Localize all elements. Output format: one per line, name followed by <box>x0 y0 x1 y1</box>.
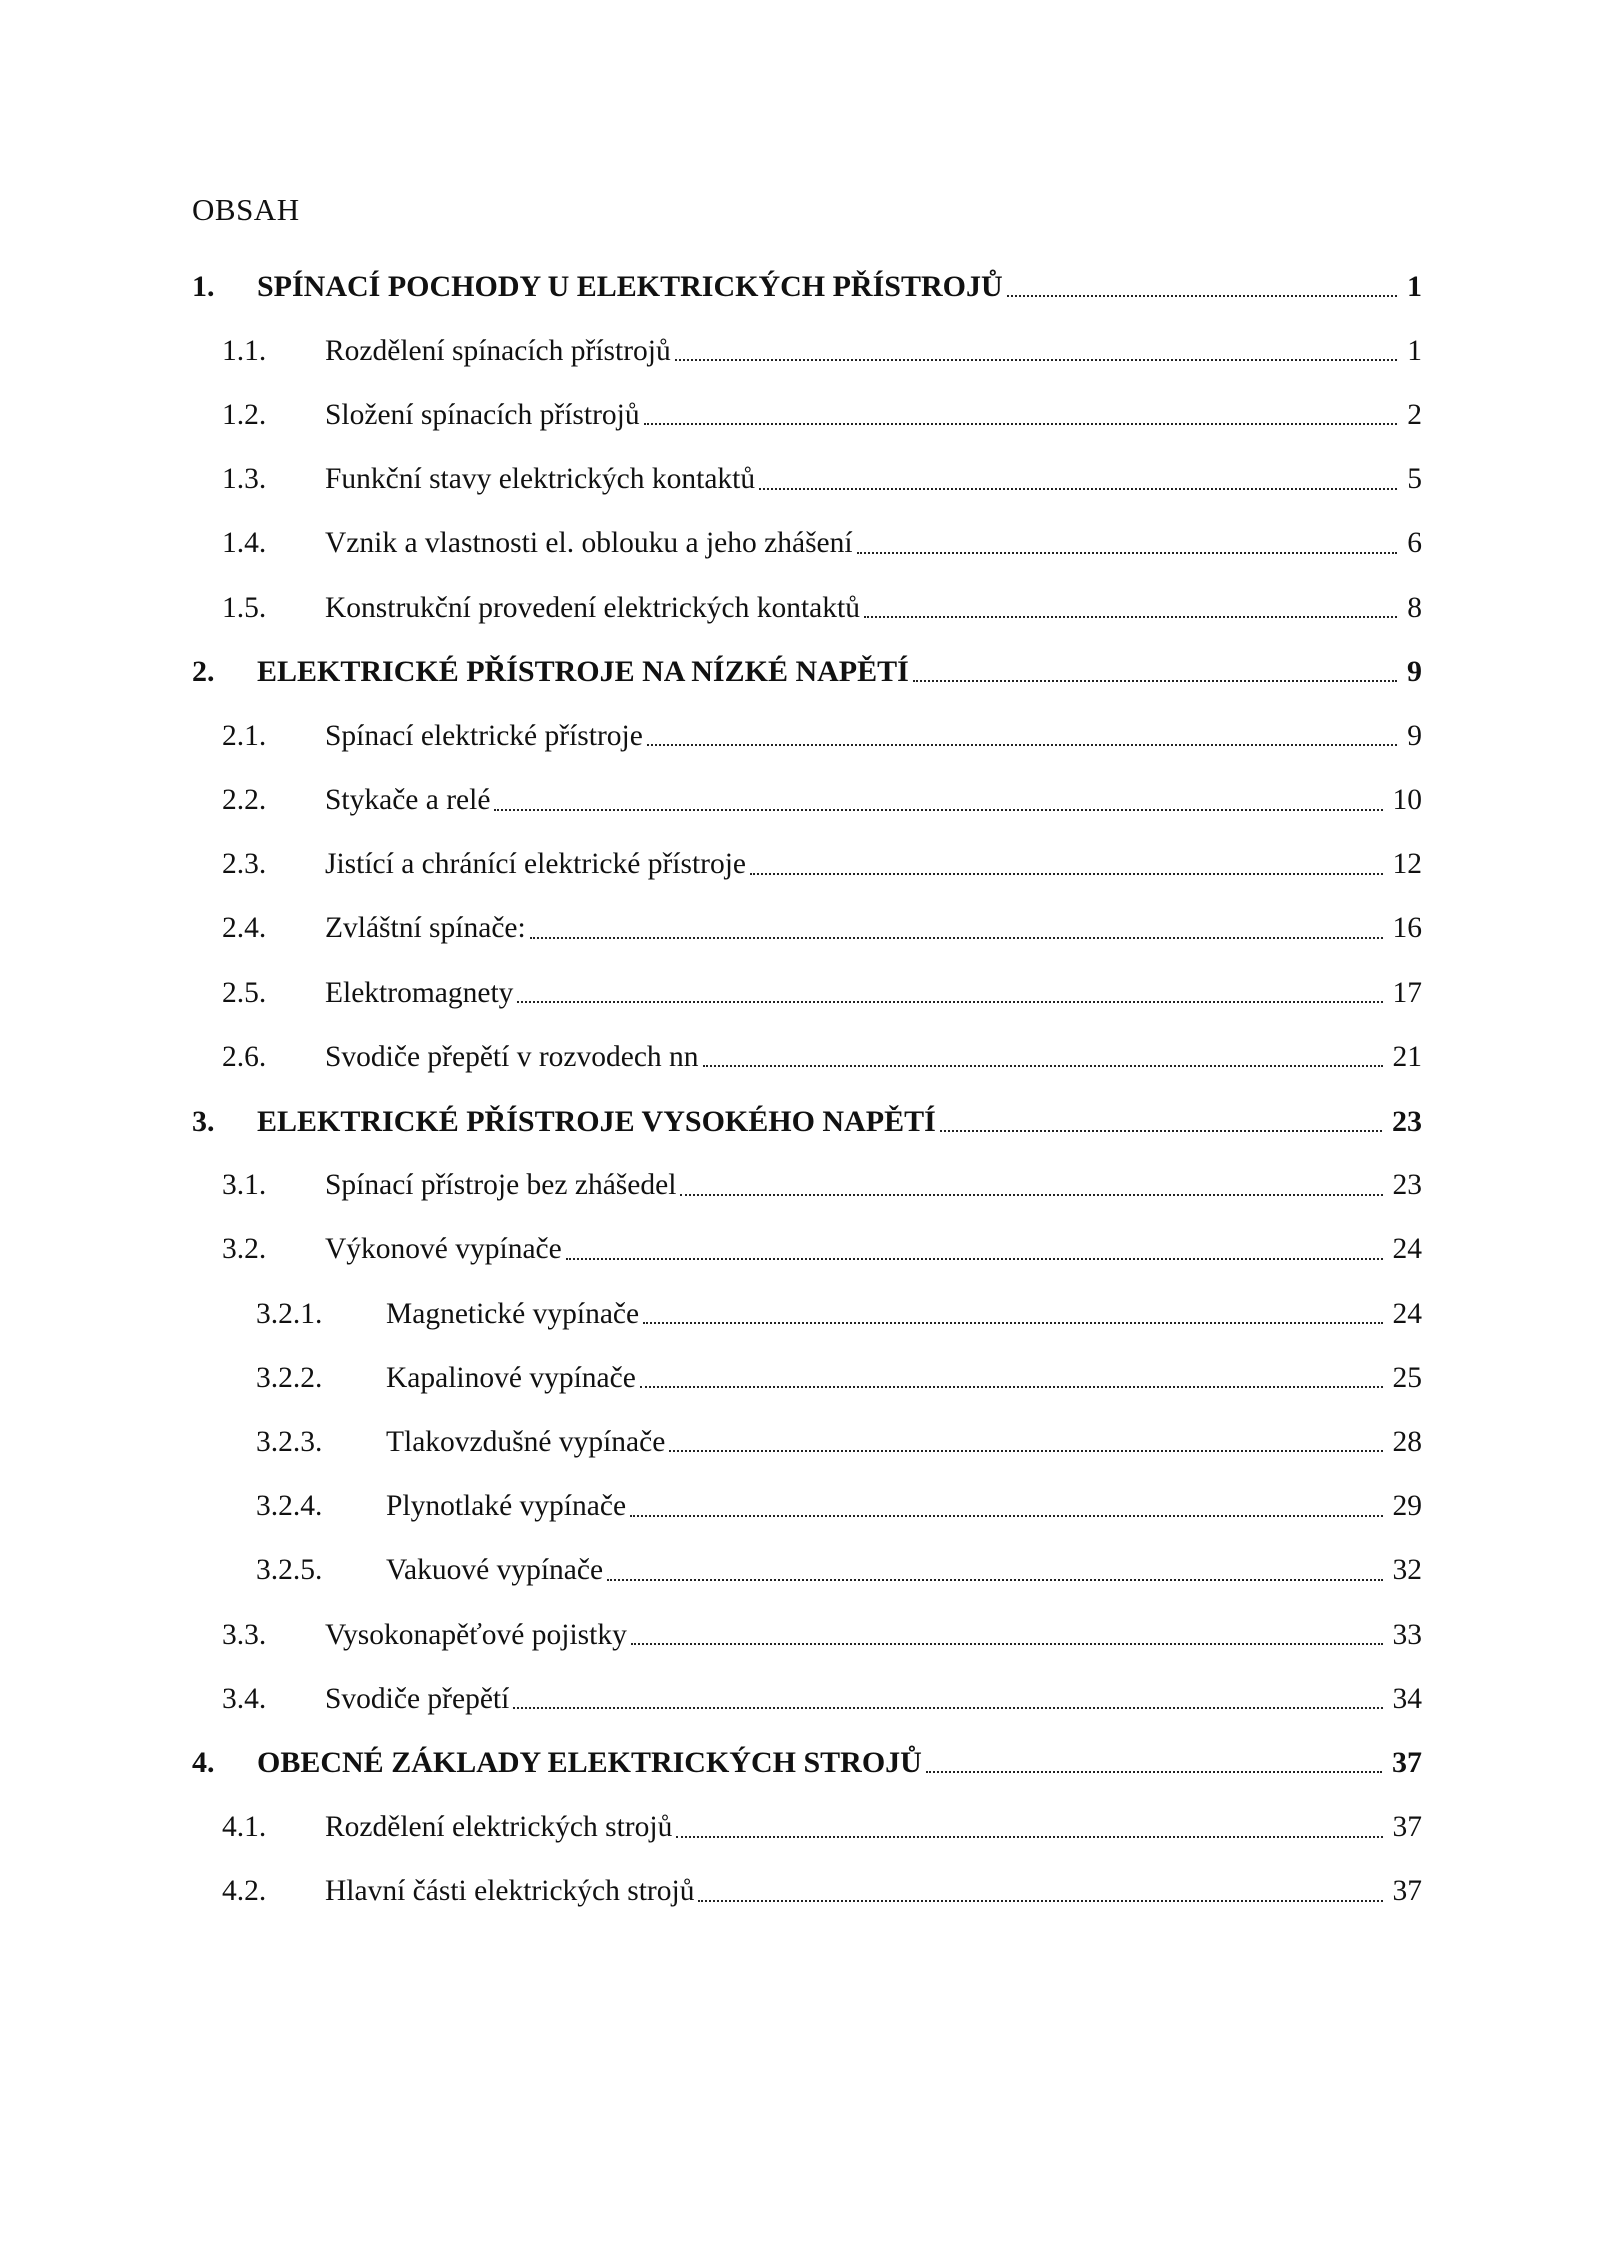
toc-entry-page: 37 <box>1392 1746 1422 1780</box>
toc-entry[interactable] <box>192 319 1422 383</box>
toc-dot-leader <box>517 1001 1382 1003</box>
toc-dot-leader <box>675 359 1398 361</box>
toc-dot-leader <box>644 423 1398 425</box>
toc-entry-page: 37 <box>1392 1875 1422 1908</box>
toc-entry-page: 1 <box>1407 334 1422 367</box>
toc-entry-number: 3.2. <box>222 1233 267 1266</box>
toc-dot-leader <box>566 1258 1383 1260</box>
toc-entry[interactable] <box>192 1282 1422 1346</box>
toc-entry[interactable] <box>192 576 1422 640</box>
toc-entry-title: Plynotlaké vypínače <box>386 1490 627 1523</box>
toc-entry-number: 3.3. <box>222 1618 267 1651</box>
toc-entry-number: 1.5. <box>222 591 267 624</box>
toc-entry[interactable] <box>192 1025 1422 1089</box>
toc-entry-title: Svodiče přepětí <box>325 1682 510 1715</box>
toc-entry-number: 4. <box>192 1746 215 1780</box>
toc-dot-leader <box>698 1900 1382 1902</box>
toc-dot-leader <box>940 1130 1382 1132</box>
toc-entry-title: Elektromagnety <box>325 976 514 1009</box>
toc-entry-title: Stykače a relé <box>325 784 491 817</box>
toc-entry[interactable] <box>192 448 1422 512</box>
toc-entry-title: ELEKTRICKÉ PŘÍSTROJE VYSOKÉHO NAPĚTÍ <box>257 1104 936 1138</box>
toc-entry[interactable] <box>192 1410 1422 1474</box>
toc-dot-leader <box>647 744 1397 746</box>
toc-entry[interactable] <box>192 1860 1422 1924</box>
toc-entry-page: 28 <box>1392 1425 1422 1458</box>
toc-entry-page: 24 <box>1392 1297 1422 1330</box>
toc-entry-title: Funkční stavy elektrických kontaktů <box>325 463 756 496</box>
toc-entry-number: 4.2. <box>222 1875 267 1908</box>
toc-entry-number: 3.2.2. <box>256 1361 323 1394</box>
toc-entry-number: 3.2.4. <box>256 1490 323 1523</box>
toc-entry[interactable] <box>192 255 1422 319</box>
toc-entry-title: Tlakovzdušné vypínače <box>386 1425 666 1458</box>
toc-entry-title: Rozdělení spínacích přístrojů <box>325 334 671 367</box>
toc-entry[interactable] <box>192 1796 1422 1860</box>
toc-entry-title: Spínací přístroje bez zhášedel <box>325 1169 677 1202</box>
toc-dot-leader <box>640 1386 1383 1388</box>
toc-entry-title: Magnetické vypínače <box>386 1297 640 1330</box>
toc-entry-page: 17 <box>1392 976 1422 1009</box>
toc-entry[interactable] <box>192 1667 1422 1731</box>
toc-entry-page: 16 <box>1392 912 1422 945</box>
toc-dot-leader <box>703 1065 1383 1067</box>
toc-entry-title: Výkonové vypínače <box>325 1233 562 1266</box>
toc-entry-number: 3.2.1. <box>256 1297 323 1330</box>
toc-entry-title: SPÍNACÍ POCHODY U ELEKTRICKÝCH PŘÍSTROJŮ <box>257 270 1003 304</box>
toc-entry-number: 2.5. <box>222 976 267 1009</box>
toc-entry[interactable] <box>192 1346 1422 1410</box>
toc-entry-title: Svodiče přepětí v rozvodech nn <box>325 1040 699 1073</box>
toc-entry[interactable] <box>192 769 1422 833</box>
table-of-contents <box>192 255 1422 1924</box>
toc-dot-leader <box>680 1194 1382 1196</box>
toc-entry-title: ELEKTRICKÉ PŘÍSTROJE NA NÍZKÉ NAPĚTÍ <box>257 655 909 689</box>
toc-dot-leader <box>513 1707 1382 1709</box>
toc-dot-leader <box>607 1579 1382 1581</box>
toc-entry-number: 3.2.3. <box>256 1425 323 1458</box>
toc-entry-page: 23 <box>1392 1104 1422 1138</box>
toc-entry-page: 29 <box>1392 1490 1422 1523</box>
toc-dot-leader <box>631 1643 1383 1645</box>
toc-entry-number: 1.2. <box>222 398 267 431</box>
toc-entry-number: 1. <box>192 270 215 304</box>
toc-dot-leader <box>676 1836 1382 1838</box>
toc-entry-number: 1.4. <box>222 527 267 560</box>
toc-entry[interactable] <box>192 1218 1422 1282</box>
toc-entry-page: 24 <box>1392 1233 1422 1266</box>
toc-entry-page: 34 <box>1392 1682 1422 1715</box>
toc-entry-page: 33 <box>1392 1618 1422 1651</box>
toc-entry[interactable] <box>192 1731 1422 1795</box>
toc-entry[interactable] <box>192 1475 1422 1539</box>
toc-entry-page: 9 <box>1407 655 1422 689</box>
toc-entry[interactable] <box>192 1603 1422 1667</box>
toc-entry-page: 23 <box>1392 1169 1422 1202</box>
toc-entry-number: 3. <box>192 1104 215 1138</box>
toc-entry-number: 3.1. <box>222 1169 267 1202</box>
toc-entry-number: 1.1. <box>222 334 267 367</box>
toc-entry-page: 2 <box>1407 398 1422 431</box>
toc-entry-title: Hlavní části elektrických strojů <box>325 1875 695 1908</box>
toc-entry-title: Kapalinové vypínače <box>386 1361 636 1394</box>
toc-entry-number: 4.1. <box>222 1811 267 1844</box>
toc-entry[interactable] <box>192 512 1422 576</box>
toc-entry[interactable] <box>192 383 1422 447</box>
toc-dot-leader <box>669 1450 1382 1452</box>
toc-entry-title: Složení spínacích přístrojů <box>325 398 640 431</box>
toc-entry-title: Vznik a vlastnosti el. oblouku a jeho zhášení <box>325 527 853 560</box>
toc-entry-title: Jistící a chránící elektrické přístroje <box>325 848 747 881</box>
toc-dot-leader <box>494 809 1382 811</box>
toc-entry-page: 8 <box>1407 591 1422 624</box>
toc-dot-leader <box>913 680 1397 682</box>
toc-dot-leader <box>857 552 1398 554</box>
toc-entry-title: Konstrukční provedení elektrických kontaktů <box>325 591 860 624</box>
toc-entry-number: 2.2. <box>222 784 267 817</box>
toc-entry[interactable] <box>192 1089 1422 1153</box>
toc-entry-page: 12 <box>1392 848 1422 881</box>
toc-entry-number: 3.4. <box>222 1682 267 1715</box>
toc-entry[interactable] <box>192 961 1422 1025</box>
toc-entry-page: 1 <box>1407 270 1422 304</box>
toc-entry-page: 5 <box>1407 463 1422 496</box>
toc-entry-title: Vysokonapěťové pojistky <box>325 1618 627 1651</box>
toc-entry-number: 1.3. <box>222 463 267 496</box>
toc-dot-leader <box>1007 295 1397 297</box>
toc-entry-number: 2.6. <box>222 1040 267 1073</box>
toc-entry-title: Rozdělení elektrických strojů <box>325 1811 673 1844</box>
toc-dot-leader <box>759 488 1397 490</box>
toc-entry-page: 21 <box>1392 1040 1422 1073</box>
toc-entry-title: Zvláštní spínače: <box>325 912 526 945</box>
toc-entry[interactable] <box>192 897 1422 961</box>
toc-entry[interactable] <box>192 833 1422 897</box>
toc-entry-page: 32 <box>1392 1554 1422 1587</box>
toc-entry[interactable] <box>192 704 1422 768</box>
toc-dot-leader <box>750 873 1382 875</box>
toc-dot-leader <box>643 1322 1382 1324</box>
toc-entry-number: 2.1. <box>222 719 267 752</box>
toc-dot-leader <box>926 1771 1382 1773</box>
toc-entry-page: 37 <box>1392 1811 1422 1844</box>
toc-dot-leader <box>530 937 1383 939</box>
toc-entry-page: 6 <box>1407 527 1422 560</box>
toc-entry-number: 2.4. <box>222 912 267 945</box>
toc-entry-title: OBECNÉ ZÁKLADY ELEKTRICKÝCH STROJŮ <box>257 1746 922 1780</box>
toc-entry-number: 3.2.5. <box>256 1554 323 1587</box>
toc-entry-title: Vakuové vypínače <box>386 1554 604 1587</box>
toc-dot-leader <box>864 616 1397 618</box>
toc-entry-number: 2.3. <box>222 848 267 881</box>
toc-entry[interactable] <box>192 1539 1422 1603</box>
toc-entry-number: 2. <box>192 655 215 689</box>
toc-entry[interactable] <box>192 640 1422 704</box>
toc-entry-page: 9 <box>1407 719 1422 752</box>
toc-heading: OBSAH <box>192 192 300 227</box>
toc-entry-page: 25 <box>1392 1361 1422 1394</box>
toc-entry-title: Spínací elektrické přístroje <box>325 719 643 752</box>
toc-entry[interactable] <box>192 1154 1422 1218</box>
toc-dot-leader <box>630 1515 1382 1517</box>
toc-entry-page: 10 <box>1392 784 1422 817</box>
